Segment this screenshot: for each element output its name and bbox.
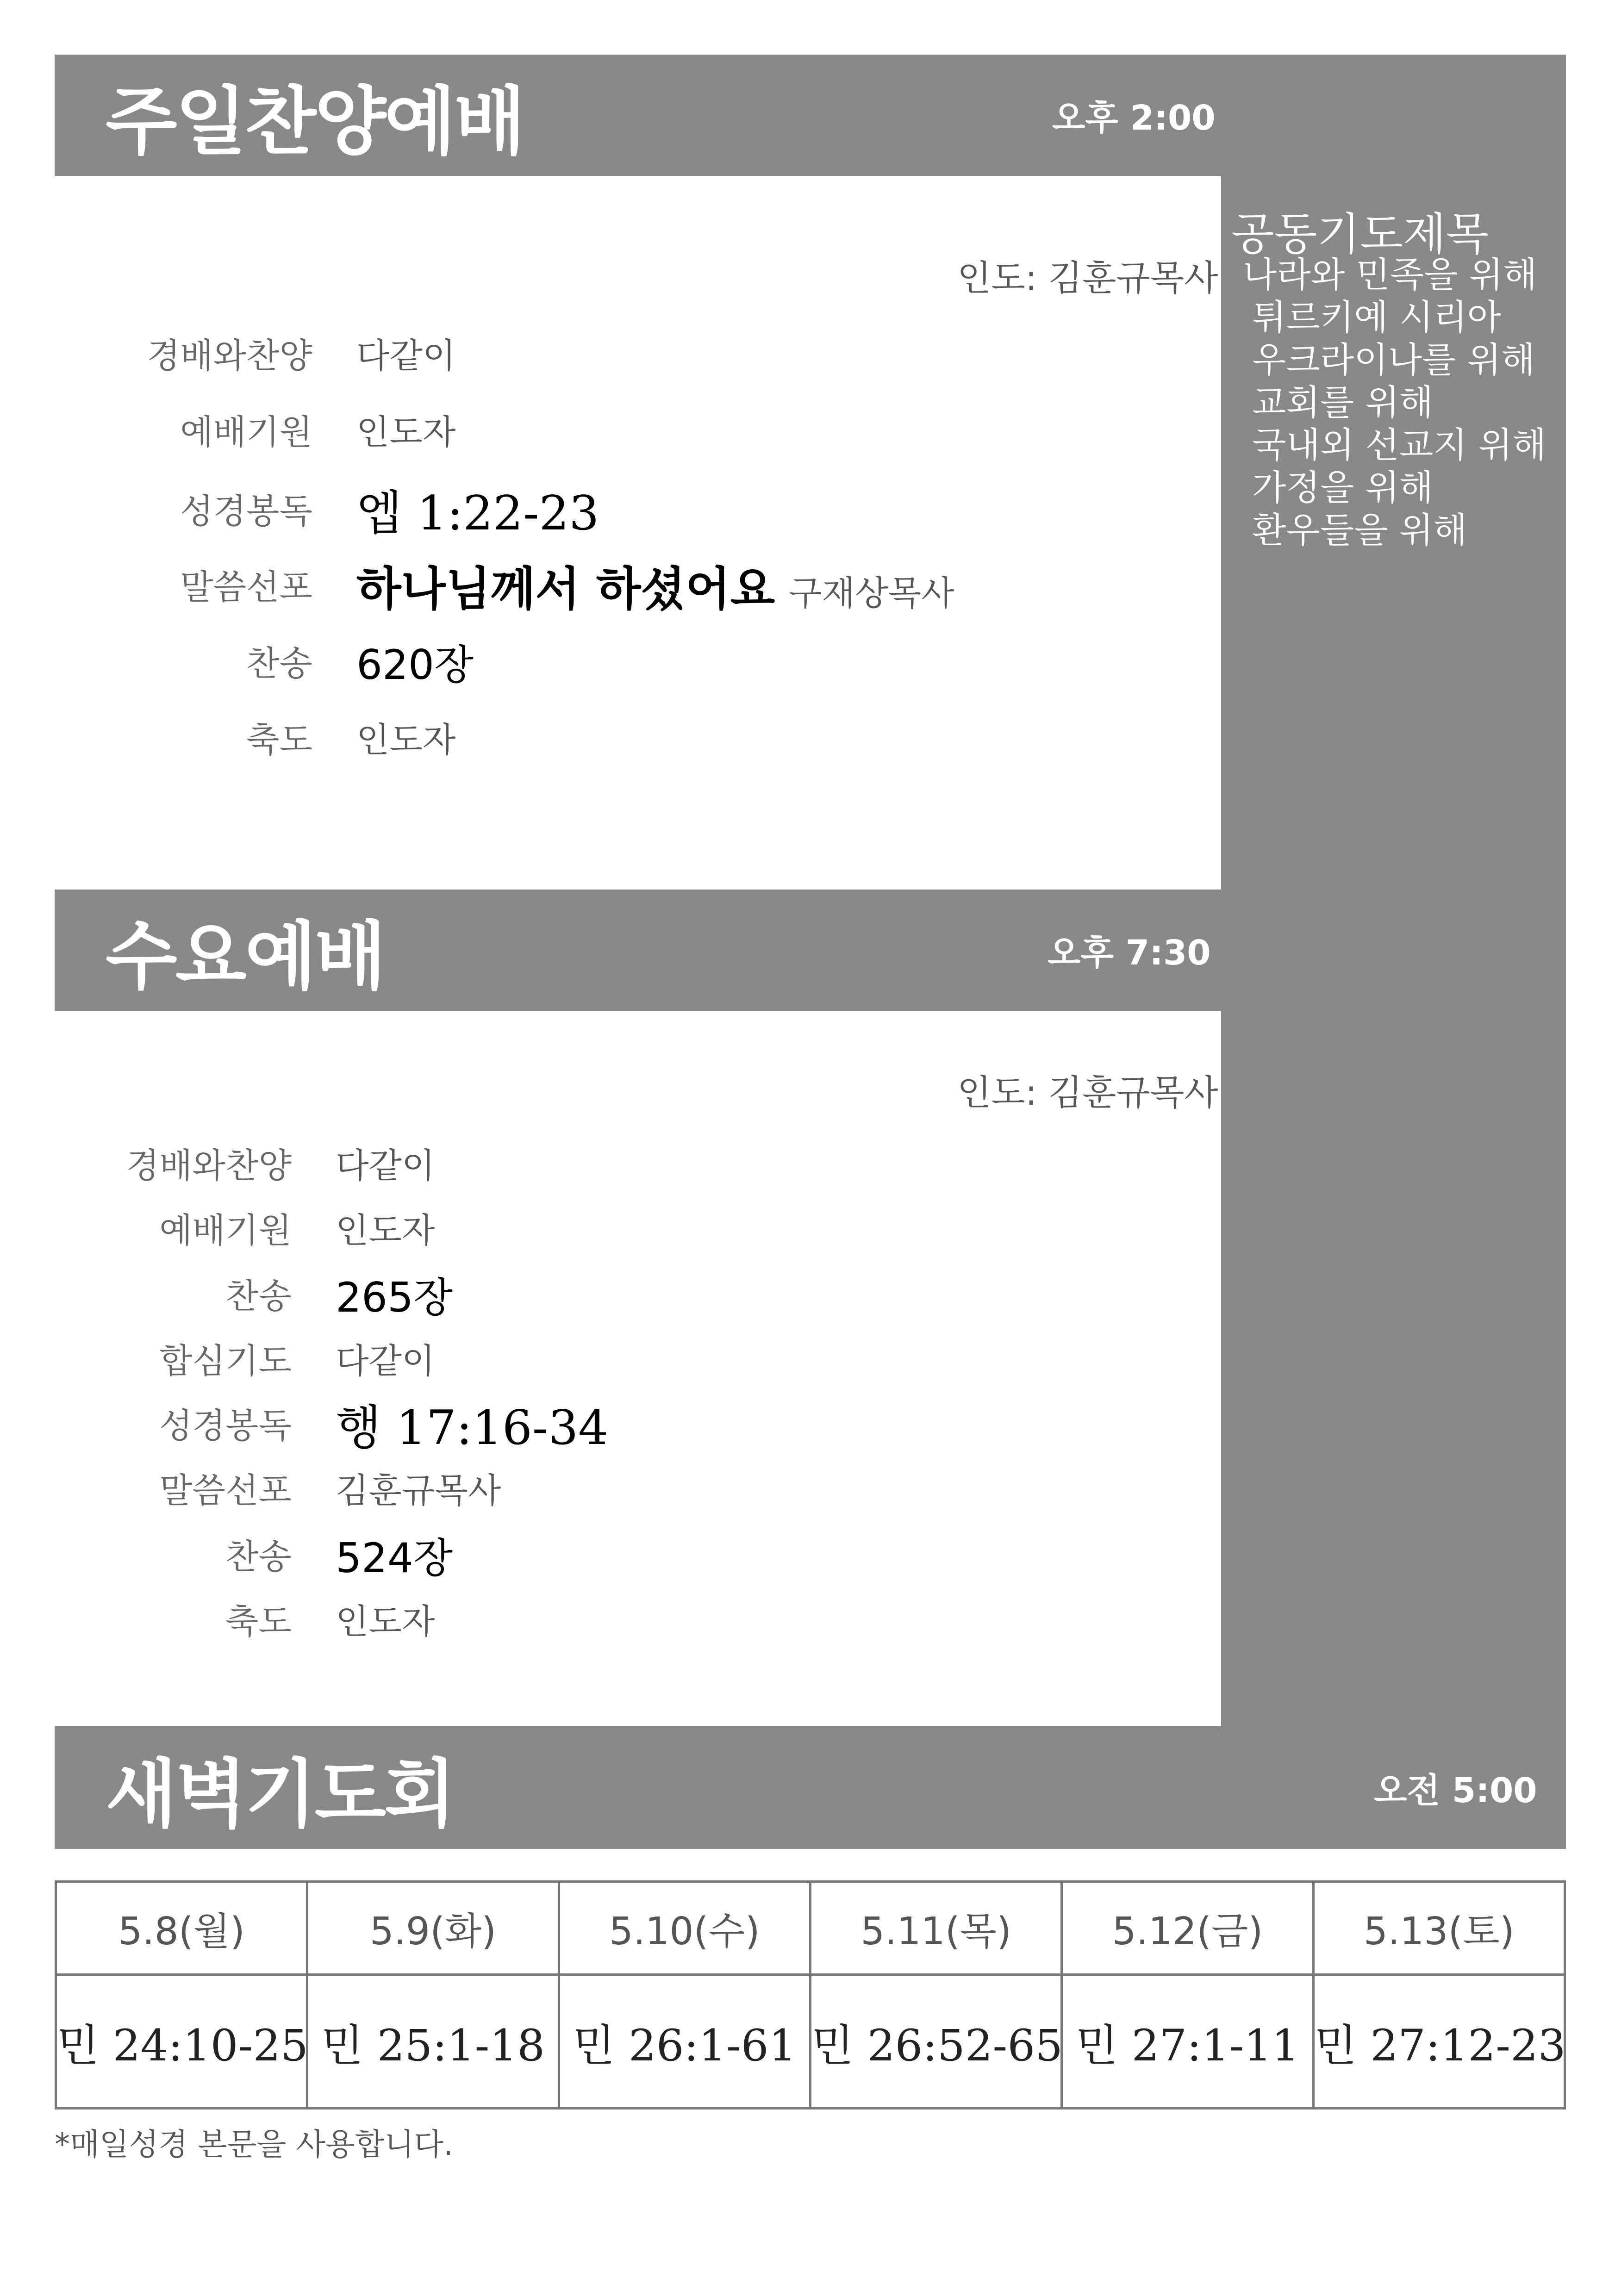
order-label: 축도 xyxy=(225,1602,292,1642)
preacher-name: 구재상목사 xyxy=(789,573,954,613)
dawn-title: 새벽기도회 xyxy=(106,1750,454,1837)
order-value: 행 17:16-34 xyxy=(336,1400,609,1456)
prayer-item: 국내외 선교지 위해 xyxy=(1252,424,1546,466)
dawn-time: 오전 5:00 xyxy=(1374,1770,1537,1811)
order-label: 경배와찬양 xyxy=(126,1146,292,1186)
prayer-item: 가정을 위해 xyxy=(1252,467,1434,508)
order-value: 인도자 xyxy=(356,412,456,452)
date-cell: 5.11(목) xyxy=(810,1882,1061,1975)
order-label: 축도 xyxy=(246,720,312,760)
order-value: 다같이 xyxy=(336,1341,435,1381)
prayer-item: 교회를 위해 xyxy=(1252,382,1434,423)
prayer-title: 공동기도제목 xyxy=(1231,208,1489,260)
footnote: *매일성경 본문을 사용합니다. xyxy=(55,2127,454,2162)
wednesday-leader: 인도: 김훈규목사 xyxy=(957,1072,1218,1113)
sermon-title: 하나님께서 하셨어요 xyxy=(356,562,775,616)
order-value: 265장 xyxy=(336,1274,453,1321)
order-value: 인도자 xyxy=(336,1602,435,1642)
order-label: 말씀선포 xyxy=(180,567,312,607)
order-value: 524장 xyxy=(336,1534,453,1582)
wednesday-header-bar xyxy=(55,890,1221,1011)
order-label: 성경봉독 xyxy=(180,492,312,531)
wednesday-time: 오후 7:30 xyxy=(1048,933,1211,973)
dawn-header-bar xyxy=(55,1726,1566,1849)
sunday-time: 오후 2:00 xyxy=(1052,98,1216,138)
wednesday-title: 수요예배 xyxy=(106,913,385,1000)
dawn-reading-table xyxy=(55,1880,1566,2109)
sunday-title: 주일찬양예배 xyxy=(106,78,524,165)
order-value: 엡 1:22-23 xyxy=(356,486,599,541)
order-value: 다같이 xyxy=(356,336,456,376)
order-label: 예배기원 xyxy=(159,1211,292,1251)
order-label: 예배기원 xyxy=(180,412,312,452)
date-cell: 5.13(토) xyxy=(1313,1882,1565,1975)
prayer-list xyxy=(1243,254,1546,552)
date-cell: 5.12(금) xyxy=(1062,1882,1313,1975)
order-value: 다같이 xyxy=(336,1146,435,1186)
order-label: 찬송 xyxy=(246,644,312,684)
date-cell: 5.10(수) xyxy=(559,1882,810,1975)
order-value: 620장 xyxy=(356,641,474,689)
sunday-leader: 인도: 김훈규목사 xyxy=(957,257,1218,299)
order-value xyxy=(356,552,954,618)
order-label: 성경봉독 xyxy=(159,1406,292,1446)
reading-cell: 민 27:1-11 xyxy=(1062,1975,1313,2109)
prayer-item: 우크라이나를 위해 xyxy=(1252,339,1535,380)
reading-cell: 민 26:1-61 xyxy=(559,1975,810,2109)
reading-cell: 민 24:10-25 xyxy=(56,1975,307,2109)
prayer-item: 나라와 민족을 위해 xyxy=(1243,254,1537,295)
reading-row xyxy=(56,1975,1565,2109)
reading-cell: 민 26:52-65 xyxy=(810,1975,1061,2109)
order-value: 인도자 xyxy=(356,720,456,760)
reading-cell: 민 25:1-18 xyxy=(307,1975,559,2109)
date-row xyxy=(56,1882,1565,1975)
reading-cell: 민 27:12-23 xyxy=(1313,1975,1565,2109)
order-value: 인도자 xyxy=(336,1211,435,1251)
order-label: 말씀선포 xyxy=(159,1471,292,1511)
prayer-item: 환우들을 위해 xyxy=(1252,510,1467,551)
prayer-item: 튀르키예 시리아 xyxy=(1252,297,1502,338)
order-label: 합심기도 xyxy=(159,1341,292,1381)
order-value: 김훈규목사 xyxy=(336,1471,501,1511)
date-cell: 5.8(월) xyxy=(56,1882,307,1975)
order-label: 찬송 xyxy=(225,1276,292,1316)
order-label: 찬송 xyxy=(225,1537,292,1577)
order-label: 경배와찬양 xyxy=(147,336,312,376)
date-cell: 5.9(화) xyxy=(307,1882,559,1975)
